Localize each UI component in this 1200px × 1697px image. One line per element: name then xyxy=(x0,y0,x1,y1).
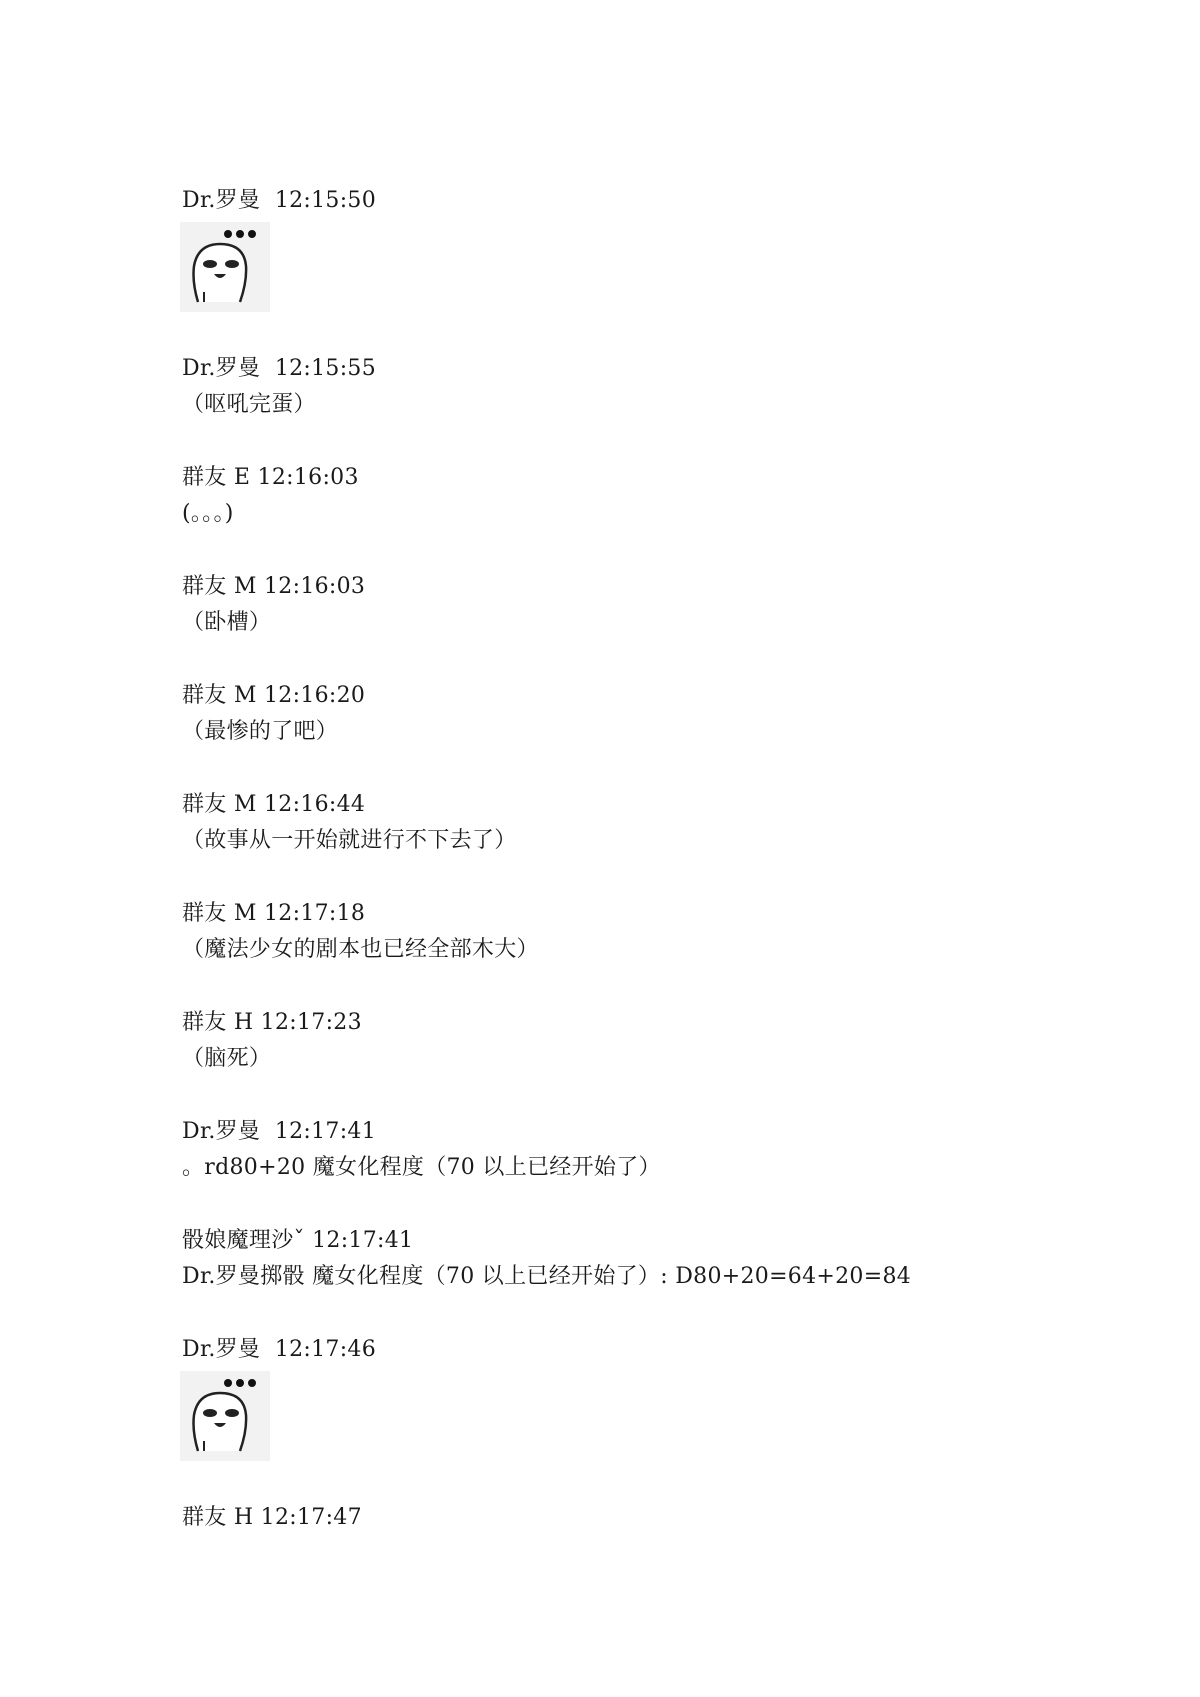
meh-face-sticker xyxy=(180,222,270,312)
message-header: 群友 E 12:16:03 xyxy=(182,465,359,490)
message-text: （脑死） xyxy=(182,1046,272,1071)
message-header: Dr.罗曼 12:15:50 xyxy=(182,188,377,213)
message-header: 群友 H 12:17:23 xyxy=(182,1010,362,1035)
message-text: （卧槽） xyxy=(182,610,272,635)
message-text: （魔法少女的剧本也已经全部木大） xyxy=(182,937,539,962)
message-header: Dr.罗曼 12:15:55 xyxy=(182,356,377,381)
message-header: 群友 M 12:16:44 xyxy=(182,792,366,817)
meh-face-icon xyxy=(180,1371,270,1461)
message-header: Dr.罗曼 12:17:46 xyxy=(182,1337,377,1362)
message-header: Dr.罗曼 12:17:41 xyxy=(182,1119,377,1144)
message-header: 群友 M 12:16:20 xyxy=(182,683,366,708)
meh-face-icon xyxy=(180,222,270,312)
message-text: 。rd80+20 魔女化程度（70 以上已经开始了） xyxy=(182,1155,661,1180)
message-header: 群友 H 12:17:47 xyxy=(182,1505,362,1530)
message-text: （呕吼完蛋） xyxy=(182,392,316,417)
message-header: 骰娘魔理沙ˇ 12:17:41 xyxy=(182,1228,414,1253)
message-header: 群友 M 12:17:18 xyxy=(182,901,366,926)
message-header: 群友 M 12:16:03 xyxy=(182,574,366,599)
message-text: Dr.罗曼掷骰 魔女化程度（70 以上已经开始了）: D80+20=64+20=84 xyxy=(182,1264,912,1289)
message-text: （最惨的了吧） xyxy=(182,719,339,744)
message-text: （故事从一开始就进行不下去了） xyxy=(182,828,517,853)
message-text: (。。。) xyxy=(182,501,234,526)
meh-face-sticker xyxy=(180,1371,270,1461)
